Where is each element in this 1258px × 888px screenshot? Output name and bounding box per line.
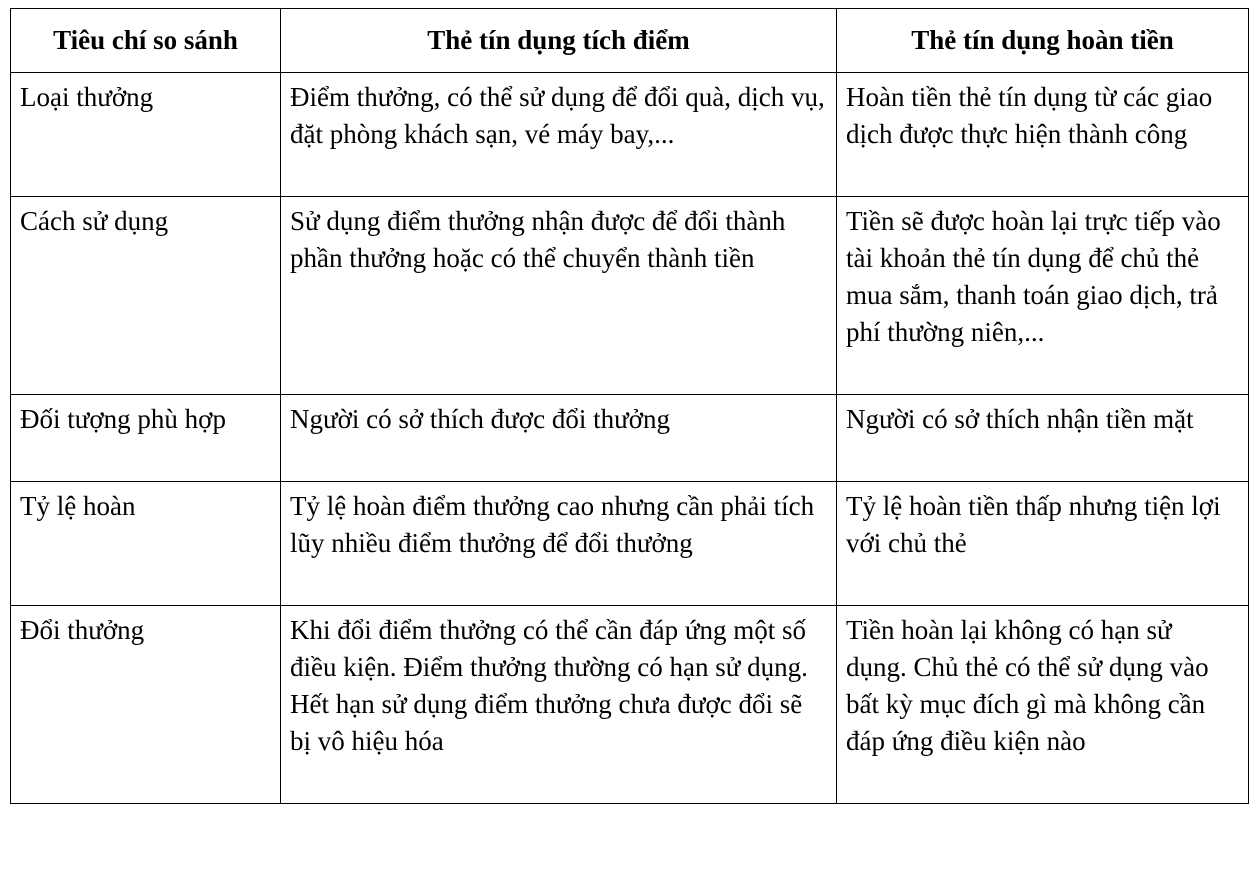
- table-row: [11, 606, 1249, 804]
- criterion-cell: Cách sử dụng: [11, 197, 281, 395]
- points-card-cell: Khi đổi điểm thưởng có thể cần đáp ứng một số điều kiện. Điểm thưởng thường có hạn sử dụng. Hết hạn sử dụng điểm thưởng chưa được đổi sẽ bị vô hiệu hóa: [281, 606, 837, 804]
- criterion-cell: Tỷ lệ hoàn: [11, 482, 281, 606]
- header-points-card: Thẻ tín dụng tích điểm: [281, 9, 837, 73]
- header-criteria: Tiêu chí so sánh: [11, 9, 281, 73]
- table-header-row: [11, 9, 1249, 73]
- table-row: [11, 73, 1249, 197]
- cashback-card-cell: Tiền hoàn lại không có hạn sử dụng. Chủ thẻ có thể sử dụng vào bất kỳ mục đích gì mà không cần đáp ứng điều kiện nào: [837, 606, 1249, 804]
- points-card-cell: Tỷ lệ hoàn điểm thưởng cao nhưng cần phải tích lũy nhiều điểm thưởng để đổi thưởng: [281, 482, 837, 606]
- points-card-cell: Sử dụng điểm thưởng nhận được để đổi thành phần thưởng hoặc có thể chuyển thành tiền: [281, 197, 837, 395]
- cashback-card-cell: Tỷ lệ hoàn tiền thấp nhưng tiện lợi với chủ thẻ: [837, 482, 1249, 606]
- points-card-cell: Điểm thưởng, có thể sử dụng để đổi quà, dịch vụ, đặt phòng khách sạn, vé máy bay,...: [281, 73, 837, 197]
- comparison-table: [10, 8, 1249, 804]
- table-row: [11, 395, 1249, 482]
- header-cashback-card: Thẻ tín dụng hoàn tiền: [837, 9, 1249, 73]
- cashback-card-cell: Người có sở thích nhận tiền mặt: [837, 395, 1249, 482]
- table-row: [11, 482, 1249, 606]
- cashback-card-cell: Hoàn tiền thẻ tín dụng từ các giao dịch được thực hiện thành công: [837, 73, 1249, 197]
- criterion-cell: Loại thưởng: [11, 73, 281, 197]
- criterion-cell: Đối tượng phù hợp: [11, 395, 281, 482]
- criterion-cell: Đổi thưởng: [11, 606, 281, 804]
- comparison-table-container: [10, 8, 1248, 804]
- cashback-card-cell: Tiền sẽ được hoàn lại trực tiếp vào tài khoản thẻ tín dụng để chủ thẻ mua sắm, thanh toán giao dịch, trả phí thường niên,...: [837, 197, 1249, 395]
- table-row: [11, 197, 1249, 395]
- points-card-cell: Người có sở thích được đổi thưởng: [281, 395, 837, 482]
